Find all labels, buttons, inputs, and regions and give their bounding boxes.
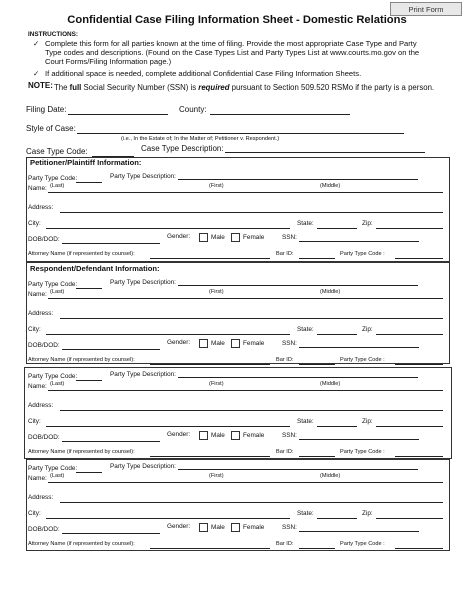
party-4-female-label: Female	[243, 524, 265, 531]
party-4-party-type-code-label: Party Type Code:	[28, 465, 78, 472]
party-3-party-type-code-input[interactable]	[76, 380, 102, 381]
respondent-party-type-code-2-input[interactable]	[395, 364, 443, 365]
note-label: NOTE:	[28, 81, 53, 90]
party-3-city-input[interactable]	[46, 426, 290, 427]
party-3-dob-input[interactable]	[62, 441, 160, 442]
party-3-male-label: Male	[211, 432, 225, 439]
petitioner-party-type-code-input[interactable]	[76, 182, 102, 183]
petitioner-zip-label: Zip:	[362, 220, 373, 227]
instruction-item-1-line-2: Type codes and descriptions. (Found on the Case Types List and Party Types List at www.courts.mo.gov on the	[45, 48, 420, 57]
petitioner-party-type-description-input[interactable]	[178, 179, 418, 180]
respondent-section-heading: Respondent/Defendant Information:	[30, 264, 160, 273]
party-4-ssn-label: SSN:	[282, 524, 297, 531]
petitioner-first-hint: (First)	[209, 183, 224, 189]
respondent-first-hint: (First)	[209, 289, 224, 295]
party-4-name-input[interactable]	[48, 482, 443, 483]
respondent-party-type-description-label: Party Type Description:	[110, 279, 176, 286]
respondent-address-label: Address:	[28, 310, 54, 317]
party-3-last-hint: (Last)	[50, 381, 65, 387]
party-4-city-input[interactable]	[46, 518, 290, 519]
party-3-attorney-label: Attorney Name (if represented by counsel):	[28, 449, 135, 455]
check-icon: ✓	[33, 39, 40, 48]
respondent-bar-id-label: Bar ID:	[276, 357, 294, 363]
petitioner-city-label: City:	[28, 220, 41, 227]
petitioner-name-input[interactable]	[48, 192, 443, 193]
party-3-first-hint: (First)	[209, 381, 224, 387]
petitioner-address-input[interactable]	[60, 212, 443, 213]
party-4-last-hint: (Last)	[50, 473, 65, 479]
party-4-party-type-description-input[interactable]	[178, 469, 418, 470]
respondent-zip-input[interactable]	[376, 334, 443, 335]
respondent-party-type-code-2-label: Party Type Code :	[340, 357, 385, 363]
party-3-name-input[interactable]	[48, 390, 443, 391]
party-3-zip-input[interactable]	[376, 426, 443, 427]
petitioner-male-label: Male	[211, 234, 225, 241]
petitioner-box	[26, 157, 450, 262]
respondent-attorney-input[interactable]	[150, 364, 270, 365]
respondent-name-input[interactable]	[48, 298, 443, 299]
petitioner-last-hint: (Last)	[50, 183, 65, 189]
instruction-item-1-line-3: Court Forms/Filing Information page.)	[45, 57, 172, 66]
respondent-ssn-input[interactable]	[299, 347, 419, 348]
respondent-address-input[interactable]	[60, 318, 443, 319]
party-4-attorney-label: Attorney Name (if represented by counsel):	[28, 541, 135, 547]
respondent-male-label: Male	[211, 340, 225, 347]
petitioner-zip-input[interactable]	[376, 228, 443, 229]
respondent-dob-input[interactable]	[62, 349, 160, 350]
party-3-party-type-description-label: Party Type Description:	[110, 371, 176, 378]
party-4-party-type-code-2-label: Party Type Code :	[340, 541, 385, 547]
party-3-city-label: City:	[28, 418, 41, 425]
case-type-description-input[interactable]	[225, 152, 425, 153]
party-3-female-checkbox[interactable]	[231, 431, 240, 440]
case-type-code-label: Case Type Code:	[26, 147, 88, 156]
party-3-party-type-code-label: Party Type Code:	[28, 373, 78, 380]
courts-link[interactable]: www.courts.mo.gov	[330, 48, 396, 57]
party-3-party-type-code-2-input[interactable]	[395, 456, 443, 457]
instruction-item-2: If additional space is needed, complete additional Confidential Case Filing Information Sheets.	[45, 69, 362, 78]
respondent-name-label: Name:	[28, 291, 47, 298]
party-3-party-type-description-input[interactable]	[178, 377, 418, 378]
petitioner-party-type-code-label: Party Type Code:	[28, 175, 78, 182]
respondent-state-label: State:	[297, 326, 314, 333]
check-icon: ✓	[33, 69, 40, 78]
petitioner-female-label: Female	[243, 234, 265, 241]
party-3-address-label: Address:	[28, 402, 54, 409]
party-3-state-label: State:	[297, 418, 314, 425]
petitioner-dob-input[interactable]	[62, 243, 160, 244]
style-of-case-input[interactable]	[77, 133, 404, 134]
party-4-state-input[interactable]	[317, 518, 357, 519]
petitioner-middle-hint: (Middle)	[320, 183, 341, 189]
petitioner-party-type-code-2-label: Party Type Code :	[340, 251, 385, 257]
respondent-attorney-label: Attorney Name (if represented by counsel):	[28, 357, 135, 363]
respondent-party-type-code-label: Party Type Code:	[28, 281, 78, 288]
party-4-city-label: City:	[28, 510, 41, 517]
print-form-button[interactable]: Print Form	[390, 2, 462, 16]
petitioner-male-checkbox[interactable]	[199, 233, 208, 242]
style-of-case-hint: (i.e., In the Estate of; In the Matter of; Petitioner v. Respondent.)	[121, 136, 280, 142]
respondent-gender-label: Gender:	[167, 339, 191, 346]
petitioner-ssn-input[interactable]	[299, 241, 419, 242]
filing-date-input[interactable]	[68, 114, 168, 115]
party-4-zip-label: Zip:	[362, 510, 373, 517]
party-4-state-label: State:	[297, 510, 314, 517]
party-4-ssn-input[interactable]	[299, 531, 419, 532]
party-4-address-input[interactable]	[60, 502, 443, 503]
petitioner-gender-label: Gender:	[167, 233, 191, 240]
respondent-female-label: Female	[243, 340, 265, 347]
party-4-party-type-description-label: Party Type Description:	[110, 463, 176, 470]
instructions-heading: INSTRUCTIONS:	[28, 31, 79, 38]
party-4-dob-input[interactable]	[62, 533, 160, 534]
petitioner-dob-label: DOB/DOD:	[28, 236, 60, 243]
instruction-item-1-line-1: Complete this form for all parties known at the time of filing. Provide the most appropriate Case Type and Party	[45, 39, 417, 48]
party-3-address-input[interactable]	[60, 410, 443, 411]
party-4-bar-id-label: Bar ID:	[276, 541, 294, 547]
respondent-middle-hint: (Middle)	[320, 289, 341, 295]
party-3-party-type-code-2-label: Party Type Code :	[340, 449, 385, 455]
party-4-address-label: Address:	[28, 494, 54, 501]
petitioner-name-label: Name:	[28, 185, 47, 192]
petitioner-ssn-label: SSN:	[282, 234, 297, 241]
party-3-bar-id-label: Bar ID:	[276, 449, 294, 455]
party-3-middle-hint: (Middle)	[320, 381, 341, 387]
petitioner-city-input[interactable]	[46, 228, 290, 229]
ssn-note: The full Social Security Number (SSN) is required pursuant to Section 509.520 RSMo if the party is a person.	[54, 83, 435, 92]
respondent-dob-label: DOB/DOD:	[28, 342, 60, 349]
party-3-dob-label: DOB/DOD:	[28, 434, 60, 441]
county-input[interactable]	[210, 114, 350, 115]
respondent-bar-id-input[interactable]	[299, 364, 335, 365]
respondent-party-type-code-input[interactable]	[76, 288, 102, 289]
party-4-bar-id-input[interactable]	[299, 548, 335, 549]
party-4-attorney-input[interactable]	[150, 548, 270, 549]
party-3-name-label: Name:	[28, 383, 47, 390]
party-3-state-input[interactable]	[317, 426, 357, 427]
party-4-middle-hint: (Middle)	[320, 473, 341, 479]
party-3-ssn-label: SSN:	[282, 432, 297, 439]
respondent-last-hint: (Last)	[50, 289, 65, 295]
county-label: County:	[179, 105, 207, 114]
respondent-zip-label: Zip:	[362, 326, 373, 333]
petitioner-party-type-code-2-input[interactable]	[395, 258, 443, 259]
party-3-attorney-input[interactable]	[150, 456, 270, 457]
petitioner-address-label: Address:	[28, 204, 54, 211]
page-title: Confidential Case Filing Information Sheet - Domestic Relations	[67, 14, 407, 26]
petitioner-bar-id-label: Bar ID:	[276, 251, 294, 257]
respondent-party-type-description-input[interactable]	[178, 285, 418, 286]
filing-date-label: Filing Date:	[26, 105, 67, 114]
party-4-female-checkbox[interactable]	[231, 523, 240, 532]
party-3-gender-label: Gender:	[167, 431, 191, 438]
party-4-name-label: Name:	[28, 475, 47, 482]
party-3-male-checkbox[interactable]	[199, 431, 208, 440]
party-3-bar-id-input[interactable]	[299, 456, 335, 457]
respondent-male-checkbox[interactable]	[199, 339, 208, 348]
respondent-female-checkbox[interactable]	[231, 339, 240, 348]
style-of-case-label: Style of Case:	[26, 124, 76, 133]
petitioner-attorney-input[interactable]	[150, 258, 270, 259]
party-4-zip-input[interactable]	[376, 518, 443, 519]
petitioner-attorney-label: Attorney Name (if represented by counsel):	[28, 251, 135, 257]
petitioner-state-label: State:	[297, 220, 314, 227]
party-4-party-type-code-2-input[interactable]	[395, 548, 443, 549]
party-3-female-label: Female	[243, 432, 265, 439]
party-4-party-type-code-input[interactable]	[76, 472, 102, 473]
respondent-city-input[interactable]	[46, 334, 290, 335]
respondent-city-label: City:	[28, 326, 41, 333]
case-type-description-label: Case Type Description:	[141, 144, 224, 153]
petitioner-female-checkbox[interactable]	[231, 233, 240, 242]
party-4-gender-label: Gender:	[167, 523, 191, 530]
party-4-dob-label: DOB/DOD:	[28, 526, 60, 533]
petitioner-party-type-description-label: Party Type Description:	[110, 173, 176, 180]
party-4-male-label: Male	[211, 524, 225, 531]
party-3-zip-label: Zip:	[362, 418, 373, 425]
party-3-ssn-input[interactable]	[299, 439, 419, 440]
petitioner-section-heading: Petitioner/Plaintiff Information:	[30, 158, 142, 167]
party-4-male-checkbox[interactable]	[199, 523, 208, 532]
respondent-state-input[interactable]	[317, 334, 357, 335]
respondent-ssn-label: SSN:	[282, 340, 297, 347]
party-4-first-hint: (First)	[209, 473, 224, 479]
petitioner-bar-id-input[interactable]	[299, 258, 335, 259]
petitioner-state-input[interactable]	[317, 228, 357, 229]
